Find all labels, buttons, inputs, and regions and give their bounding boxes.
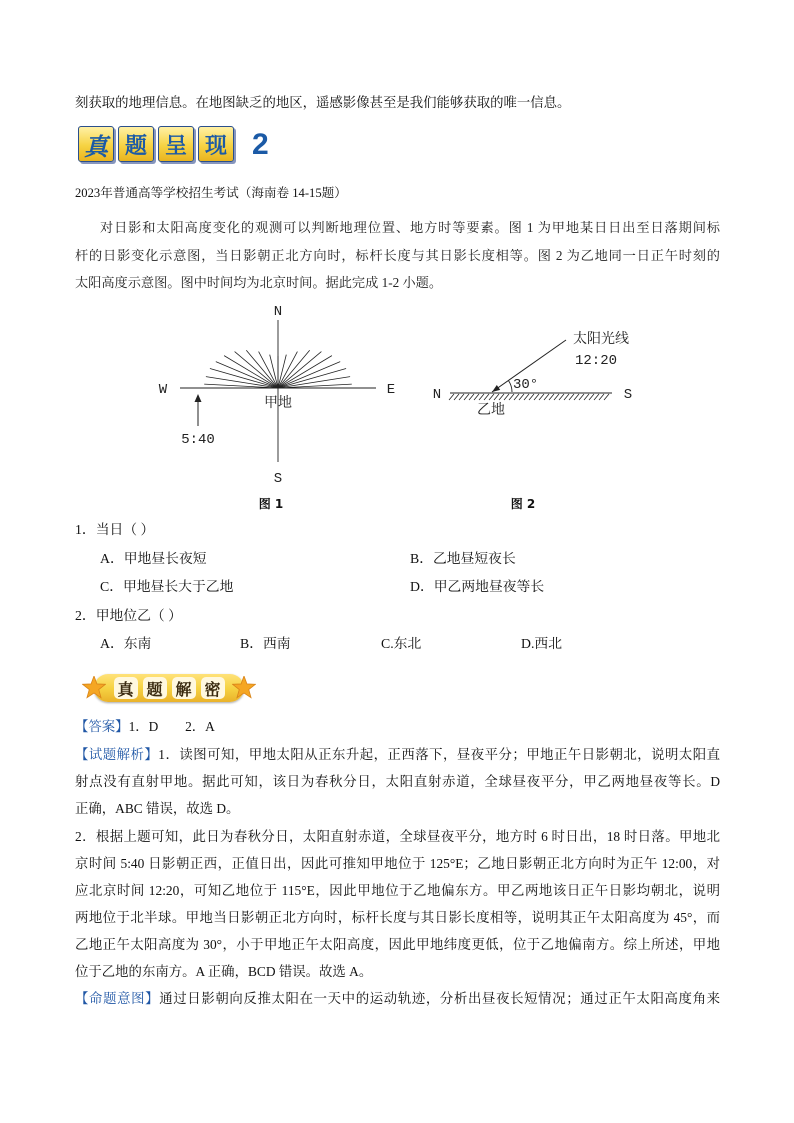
arrow-head-icon [195, 394, 202, 402]
banner-char: 真 [78, 126, 114, 162]
south-label: S [623, 387, 633, 403]
star-icon [232, 676, 256, 700]
sun-ray-label: 太阳光线 [573, 331, 629, 347]
option-a: A．东南 [100, 636, 152, 651]
option-c: C.东北 [381, 636, 422, 651]
stem-line: 对日影和太阳高度变化的观测可以判断地理位置、地方时等要素。图 1 为甲地某日日出至日落期间标 [100, 220, 720, 235]
star-icon [82, 676, 106, 700]
analysis-line: 射点没有直射甲地。据此可知，该日为春秋分日，太阳直射赤道，全球昼夜平分，甲乙两地昼夜等长。D [75, 774, 720, 789]
west-label: W [158, 382, 168, 398]
analysis-line: 2．根据上题可知，此日为春秋分日，太阳直射赤道，全球昼夜平分，地方时 6 时日出，18 时日落。甲地北 [75, 829, 720, 844]
option-d: D．甲乙两地昼夜等长 [410, 579, 545, 594]
continued-paragraph: 刻获取的地理信息。在地图缺乏的地区，遥感影像甚至是我们能够获取的唯一信息。 [75, 95, 571, 110]
shadow-line [224, 356, 278, 388]
east-label: E [386, 382, 396, 398]
stem-line: 杆的日影变化示意图，当日影朝正北方向时，标杆长度与其日影长度相等。图 2 为乙地同一日正午时刻的 [75, 248, 720, 263]
place-label-yi: 乙地 [477, 402, 505, 418]
banner-char: 解 [172, 677, 196, 699]
banner-char: 密 [201, 677, 225, 699]
analysis-line: 位于乙地的东南方。A 正确，BCD 错误。故选 A。 [75, 964, 373, 979]
answer-label: 【答案】 [75, 719, 129, 734]
north-label: N [432, 387, 442, 403]
option-b: B．西南 [240, 636, 291, 651]
intent-text: 通过日影朝向反推太阳在一天中的运动轨迹，分析出昼夜长短情况；通过正午太阳高度角来 [159, 991, 721, 1006]
option-b: B．乙地昼短夜长 [410, 551, 516, 566]
exam-source: 2023年普通高等学校招生考试（海南卷 14-15题） [75, 186, 347, 200]
shadow-line [216, 362, 278, 388]
intent-line [75, 989, 720, 1009]
south-label: S [273, 471, 283, 487]
shadow-line [278, 356, 332, 388]
angle-label: 30° [513, 377, 539, 393]
banner-char: 呈 [158, 126, 194, 162]
ray-arrow-icon [492, 385, 500, 392]
sunrise-time: 5:40 [181, 432, 215, 448]
analysis-line [75, 745, 720, 765]
analysis-label: 【试题解析】 [75, 747, 159, 762]
figure-1 [159, 304, 395, 511]
analysis-line: 应北京时间 12:20，可知乙地位于 115°E，因此甲地位于乙地偏东方。甲乙两地该日正午日影均朝北，说明 [75, 883, 720, 898]
figure-1-caption: 图 1 [258, 497, 284, 511]
option-c: C．甲地昼长大于乙地 [100, 579, 234, 594]
option-a: A．甲地昼长夜短 [100, 551, 207, 566]
analysis-line: 两地位于北半球。甲地当日影朝正北方向时，标杆长度与其日影长度相等，说明其正午太阳高度为 45°，而 [75, 910, 720, 925]
shadow-line [278, 362, 340, 388]
analysis-line: 乙地正午太阳高度为 30°，小于甲地正午太阳高度，因此甲地纬度更低，位于乙地偏南方。综上所述，甲地 [75, 937, 720, 952]
answer-line [75, 717, 215, 737]
answer-banner-pill [94, 674, 244, 702]
section-number: 2 [252, 128, 269, 161]
banner-char: 真 [114, 677, 138, 699]
analysis-text: 1．读图可知，甲地太阳从正东升起，正西落下，昼夜平分；甲地正午日影朝北，说明太阳直 [158, 747, 720, 762]
analysis-line: 京时间 5:40 日影朝正西，正值日出，因此可推知甲地位于 125°E；乙地日影朝正北方向时为正午 12:00，对 [75, 856, 720, 871]
ground-hatching [449, 394, 609, 400]
question-2-stem: 2．甲地位乙（ ） [75, 608, 182, 623]
angle-arc [508, 381, 512, 393]
noon-time: 12:20 [575, 353, 618, 369]
place-label-jia: 甲地 [264, 395, 292, 411]
option-d: D.西北 [521, 636, 563, 651]
analysis-line: 正确，ABC 错误，故选 D。 [75, 801, 240, 816]
banner-char: 现 [198, 126, 234, 162]
figures [0, 295, 794, 517]
answer-banner [80, 671, 258, 705]
answer-text: 1．D 2．A [128, 719, 215, 734]
stem-line: 太阳高度示意图。图中时间均为北京时间。据此完成 1-2 小题。 [75, 275, 443, 290]
banner-char: 题 [118, 126, 154, 162]
intent-label: 【命题意图】 [75, 991, 160, 1006]
figure-2 [433, 330, 632, 511]
banner-char: 题 [143, 677, 167, 699]
question-1-stem: 1．当日（ ） [75, 522, 155, 537]
section-banner [78, 126, 234, 162]
figure-2-caption: 图 2 [510, 497, 536, 511]
north-label: N [273, 304, 283, 320]
